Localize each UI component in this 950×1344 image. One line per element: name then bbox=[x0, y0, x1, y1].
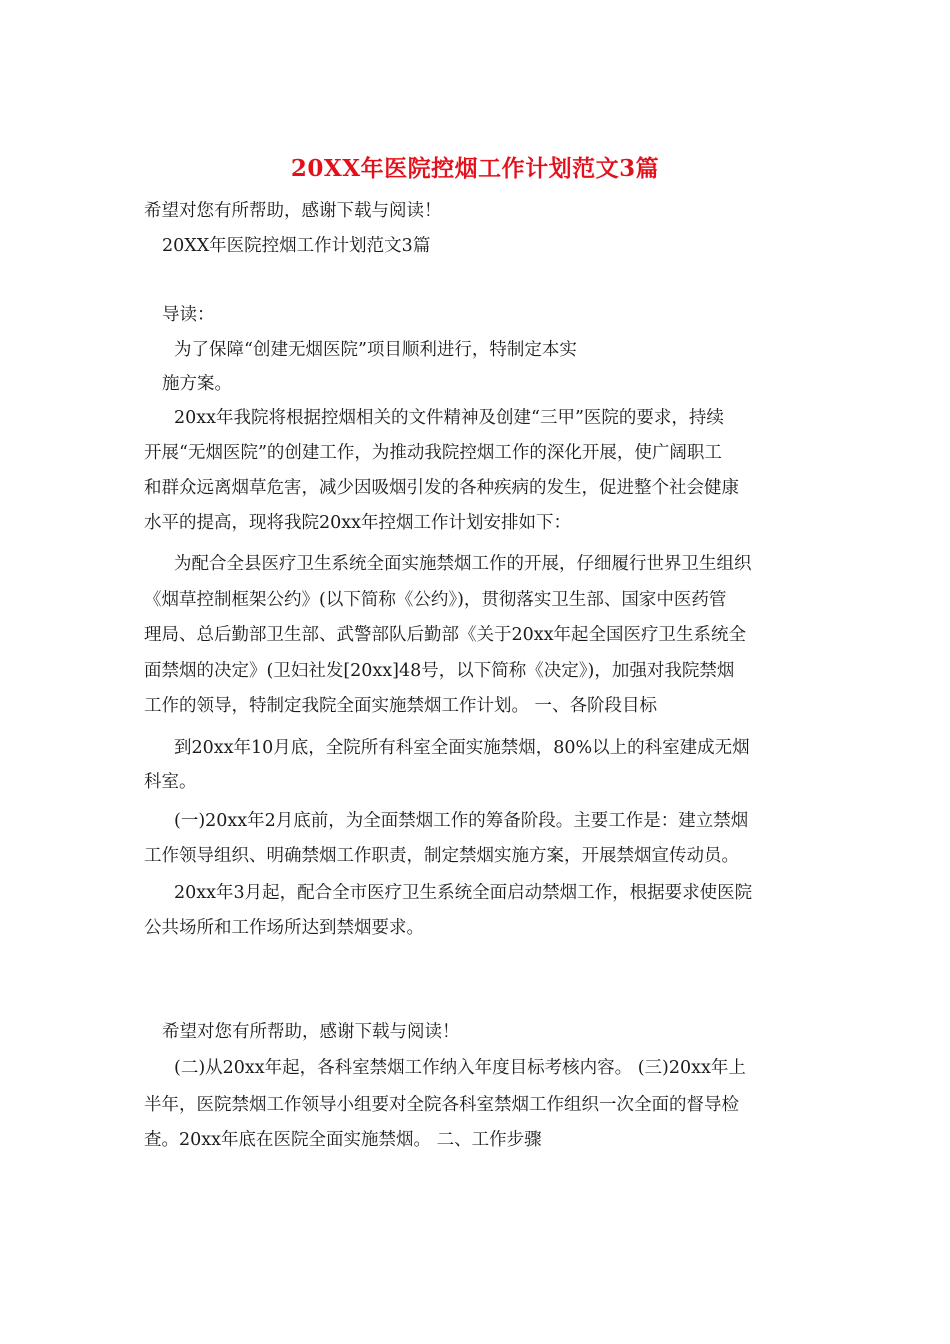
thanks-line-bottom: 希望对您有所帮助，感谢下载与阅读！ bbox=[162, 1022, 460, 1042]
paragraph-line: 面禁烟的决定》(卫妇社发[20xx]48号，以下简称《决定》)，加强对我院禁烟 bbox=[144, 661, 735, 681]
paragraph-line: 理局、总后勤部卫生部、武警部队后勤部《关于20xx年起全国医疗卫生系统全 bbox=[144, 625, 747, 645]
thanks-line-top: 希望对您有所帮助，感谢下载与阅读！ bbox=[144, 201, 442, 221]
paragraph-line: (二)从20xx年起，各科室禁烟工作纳入年度目标考核内容。 (三)20xx年上 bbox=[174, 1058, 746, 1078]
document-title: 20XX年医院控烟工作计划范文3篇 bbox=[290, 155, 660, 182]
paragraph-line: 半年，医院禁烟工作领导小组要对全院各科室禁烟工作组织一次全面的督导检 bbox=[144, 1095, 739, 1115]
paragraph-line: 开展“无烟医院”的创建工作，为推动我院控烟工作的深化开展，使广阔职工 bbox=[144, 443, 722, 463]
paragraph-line: 20xx年我院将根据控烟相关的文件精神及创建“三甲”医院的要求，持续 bbox=[174, 408, 724, 428]
subtitle-line: 20XX年医院控烟工作计划范文3篇 bbox=[162, 236, 431, 256]
paragraph-line: 科室。 bbox=[144, 772, 197, 792]
paragraph-line: 施方案。 bbox=[162, 374, 232, 394]
paragraph-line: 为了保障“创建无烟医院”项目顺利进行，特制定本实 bbox=[174, 340, 577, 360]
paragraph-line: 为配合全县医疗卫生系统全面实施禁烟工作的开展，仔细履行世界卫生组织 bbox=[174, 554, 752, 574]
paragraph-line: 和群众远离烟草危害，减少因吸烟引发的各种疾病的发生，促进整个社会健康 bbox=[144, 478, 739, 498]
paragraph-line: (一)20xx年2月底前，为全面禁烟工作的筹备阶段。主要工作是：建立禁烟 bbox=[174, 811, 749, 831]
intro-label: 导读： bbox=[162, 305, 215, 325]
paragraph-line: 20xx年3月起，配合全市医疗卫生系统全面启动禁烟工作，根据要求使医院 bbox=[174, 883, 753, 903]
paragraph-line: 到20xx年10月底，全院所有科室全面实施禁烟，80%以上的科室建成无烟 bbox=[174, 738, 750, 758]
paragraph-line: 水平的提高，现将我院20xx年控烟工作计划安排如下： bbox=[144, 513, 572, 533]
paragraph-line: 工作领导组织、明确禁烟工作职责，制定禁烟实施方案，开展禁烟宣传动员。 bbox=[144, 846, 739, 866]
paragraph-line: 《烟草控制框架公约》(以下简称《公约》)，贯彻落实卫生部、国家中医药管 bbox=[144, 590, 727, 610]
paragraph-line: 公共场所和工作场所达到禁烟要求。 bbox=[144, 918, 424, 938]
paragraph-line: 查。20xx年底在医院全面实施禁烟。 二、工作步骤 bbox=[144, 1130, 542, 1150]
paragraph-line: 工作的领导，特制定我院全面实施禁烟工作计划。 一、各阶段目标 bbox=[144, 696, 658, 716]
